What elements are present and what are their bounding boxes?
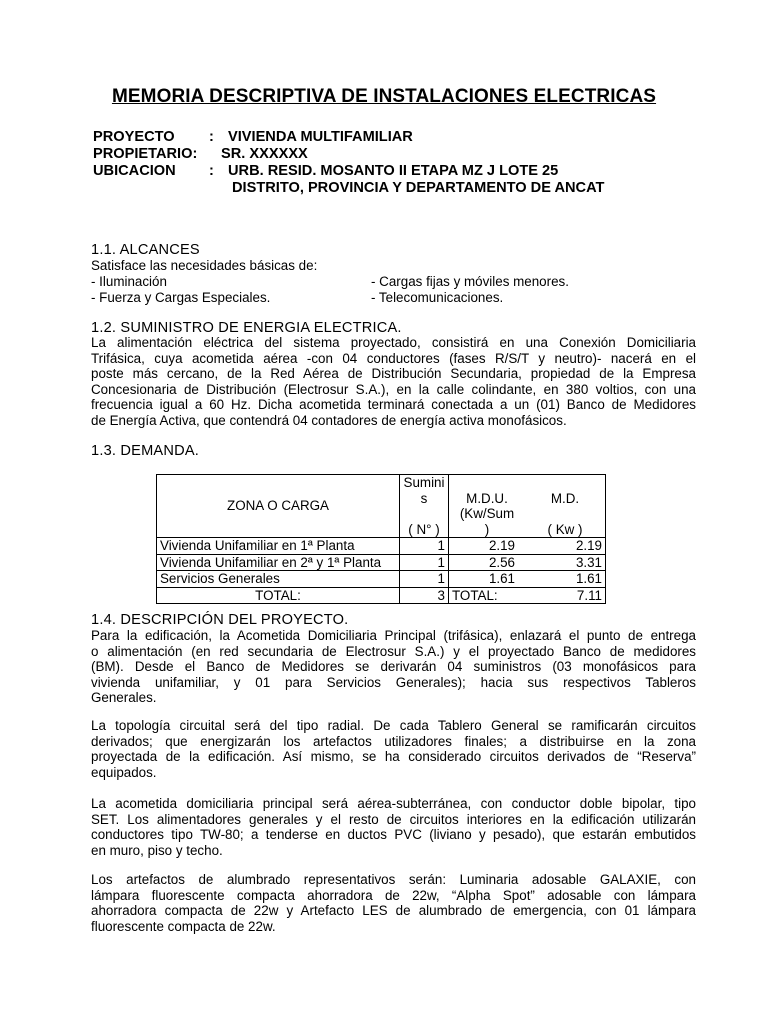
cell-zona: Vivienda Unifamiliar en 1ª Planta [157,538,400,555]
text-line: Concesionaria de Distribución (Electrosur S.A.), en la calle colindante, en 380 voltios, con una [91,381,696,397]
text-line: La acometida domiciliaria principal será aérea-subterránea, con conductor doble bipolar, tipo [91,796,696,811]
cell-mdu: 1.61 [449,571,526,588]
propietario-value: SR. XXXXXX [221,146,308,162]
total-sum: 3 [400,587,449,604]
cell-sum: 1 [400,571,449,588]
section-heading-demanda: 1.3. DEMANDA. [91,443,200,459]
document-title: MEMORIA DESCRIPTIVA DE INSTALACIONES ELECTRICAS [111,86,657,107]
descripcion-paragraph-4 [91,872,696,934]
header-md-line1: M.D. [550,490,580,506]
cell-md: 3.31 [525,554,606,571]
header-mdu-line2: (Kw/Sum [459,506,515,521]
total-md: 7.11 [525,587,606,604]
header-sum-line2: s [420,490,428,506]
text-line: en muro, piso y techo. [91,842,223,858]
text-line: Los artefactos de alumbrado representativos serán: Luminaria adosable GALAXIE, con [91,872,696,887]
cell-mdu: 2.56 [449,554,526,571]
header-mdu-line3: ) [484,521,490,537]
text-line: frecuencia igual a 60 Hz. Dicha acometida terminará conectada a un (01) Banco de Medidores [91,397,696,413]
header-mdu-line1: M.D.U. [466,490,508,506]
cell-zona: Vivienda Unifamiliar en 2ª y 1ª Planta [157,554,400,571]
descripcion-paragraph-1 [91,628,696,706]
header-md-line2: ( Kw ) [547,521,583,537]
text-line: lámpara fluorescente compacta ahorradora de 22w, “Alpha Spot” adosable con lámpara [91,887,696,903]
ubicacion-value-2: DISTRITO, PROVINCIA Y DEPARTAMENTO DE ANCAT [232,180,605,196]
proyecto-value: VIVIENDA MULTIFAMILIAR [228,129,413,145]
descripcion-paragraph-3 [91,796,696,858]
cell-zona: Servicios Generales [157,571,400,588]
demand-table [156,474,606,604]
table-total-row [157,587,606,604]
header-sum-line3: ( N° ) [408,521,440,537]
section-heading-suministro: 1.2. SUMINISTRO DE ENERGIA ELECTRICA. [91,320,402,336]
text-line: proyectada de la edificación. Así mismo, se ha considerado circuitos derivados de “Reserva” [91,749,696,765]
text-line: Para la edificación, la Acometida Domiciliaria Principal (trifásica), enlazará el punto de entrega [91,628,696,643]
propietario-row [93,146,308,163]
propietario-label: PROPIETARIO: [93,146,198,162]
alcances-item: - Iluminación [91,274,167,289]
suministro-paragraph [91,335,696,429]
ubicacion-row [93,163,558,180]
proyecto-label: PROYECTO [93,129,175,145]
proyecto-colon: : [209,129,214,145]
alcances-intro: Satisface las necesidades básicas de: [91,258,318,273]
text-line: conductores tipo TW-80; a tenderse en ductos PVC (liviano y pesado), que estarán embutidos [91,827,696,843]
header-mdu [449,475,526,538]
text-line: ahorradora compacta de 22w y Artefacto LES de alumbrado de emergencia, con 01 lámpara [91,903,696,919]
total-label-2: TOTAL: [449,587,526,604]
text-line: poste más cercano, de la Red Aérea de Distribución Secundaria, propiedad de la Empresa [91,366,696,382]
table-header-row [157,475,606,538]
text-line: o alimentación (en red secundaria de Electrosur S.A.) y el proyectado Banco de medidores [91,643,696,659]
descripcion-paragraph-2 [91,718,696,780]
text-line: SET. Los alimentadores generales y el resto de circuitos interiores en la edificación utilizarán [91,811,696,827]
ubicacion-label: UBICACION [93,163,176,179]
ubicacion-row-2 [232,180,604,197]
table-row [157,554,606,571]
header-sum-line1: Sumini [403,475,445,490]
cell-mdu: 2.19 [449,538,526,555]
proyecto-row [93,129,413,146]
text-line: vivienda unifamiliar, y 01 para Servicios Generales); hacia sus respectivos Tableros [91,674,696,690]
text-line: equipados. [91,764,157,780]
ubicacion-value: URB. RESID. MOSANTO II ETAPA MZ J LOTE 25 [228,163,559,179]
text-line: (BM). Desde el Banco de Medidores se derivarán 04 suministros (03 monofásicos para [91,659,696,675]
table-row [157,571,606,588]
text-line: Trifásica, cuya acometida aérea -con 04 conductores (fases R/S/T y neutro)- nacerá en el [91,350,696,366]
alcances-item: - Telecomunicaciones. [371,290,504,305]
text-line: de Energía Activa, que contendrá 04 contadores de energía activa monofásicos. [91,412,567,428]
cell-md: 1.61 [525,571,606,588]
cell-sum: 1 [400,538,449,555]
cell-sum: 1 [400,554,449,571]
alcances-item: - Fuerza y Cargas Especiales. [91,290,271,305]
ubicacion-colon: : [209,163,214,179]
header-zona: ZONA O CARGA [157,475,400,538]
text-line: Generales. [91,690,157,706]
cell-md: 2.19 [525,538,606,555]
table-row [157,538,606,555]
section-heading-descripcion: 1.4. DESCRIPCIÓN DEL PROYECTO. [91,612,349,628]
section-heading-alcances: 1.1. ALCANCES [91,242,200,258]
header-md [525,475,606,538]
text-line: derivados; que energizarán los artefactos utilizadores finales; a distribuirse en la zona [91,733,696,749]
text-line: La alimentación eléctrica del sistema proyectado, consistirá en una Conexión Domiciliaria [91,335,696,350]
header-suministros [400,475,449,538]
text-line: fluorescente compacta de 22w. [91,918,276,934]
total-label: TOTAL: [157,587,400,604]
alcances-item: - Cargas fijas y móviles menores. [371,274,569,289]
text-line: La topología circuital será del tipo radial. De cada Tablero General se ramificarán circuitos [91,718,696,733]
